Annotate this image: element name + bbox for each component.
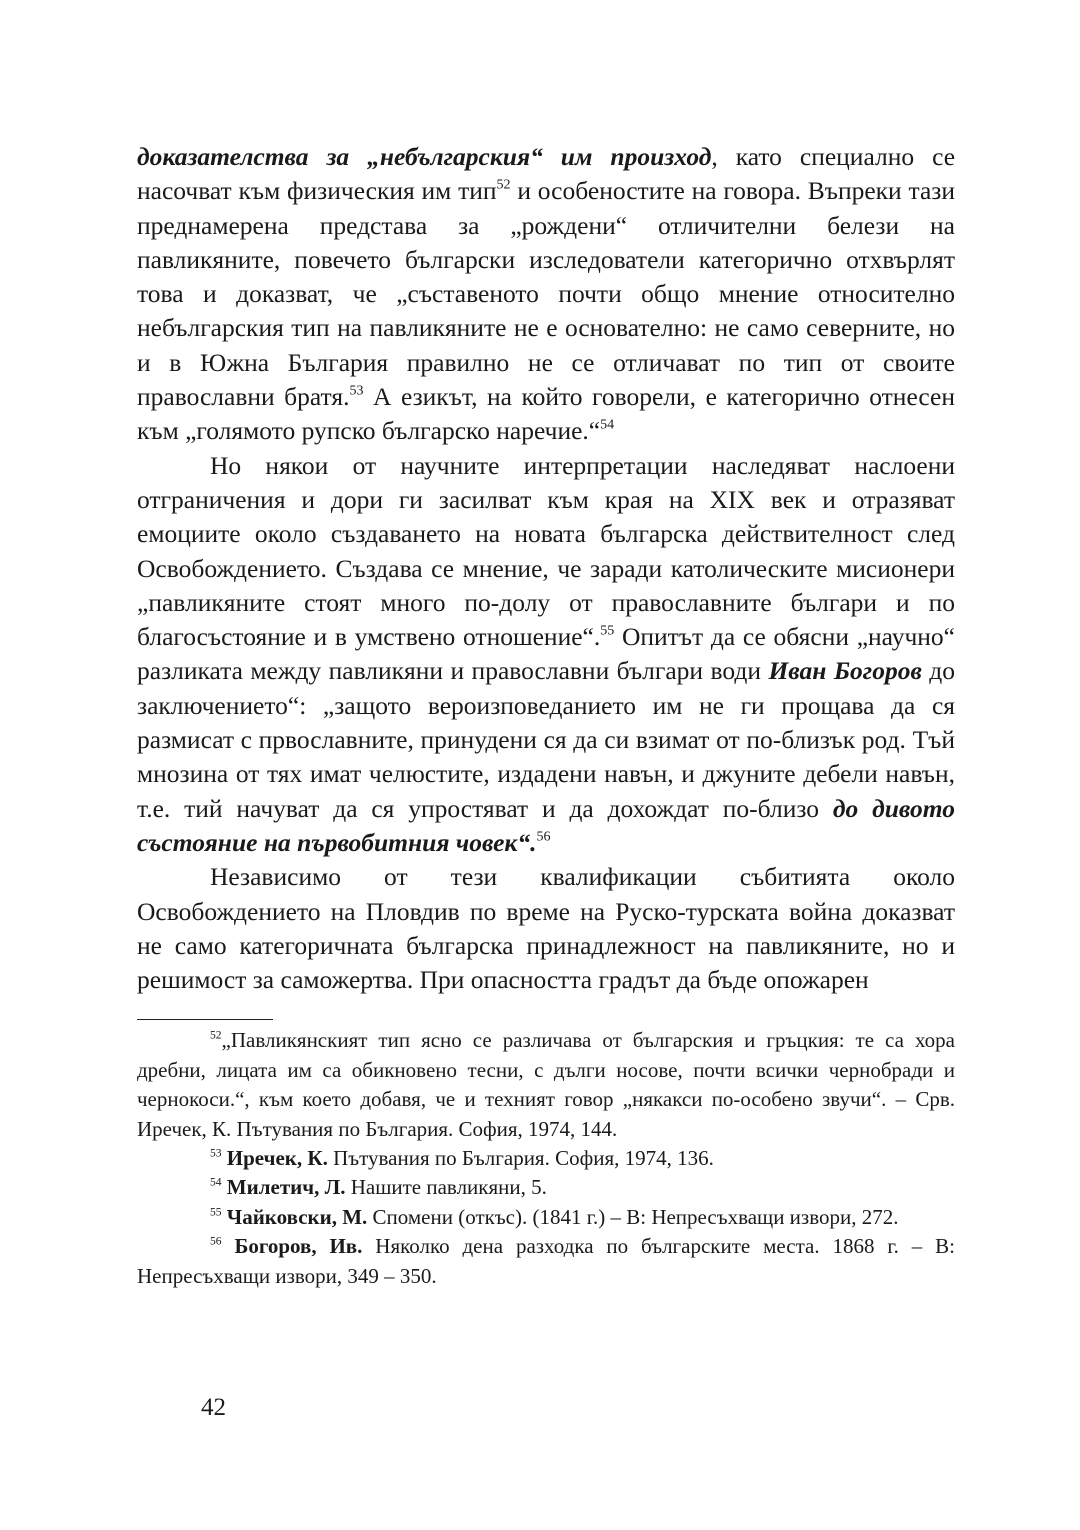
footnote-number: 56 xyxy=(210,1235,222,1248)
footnote-ref-54[interactable]: 54 xyxy=(600,417,615,433)
text-run: Но някои от научните интерпретации наследяват наслоени отграничения и дори ги засилват към края на XIX век и отразяват емоциите около създаването на новата българска действителност след Освобождението. Създава се мнение, че заради католическите мисионери „павликяните стоят много по-долу от православните българи и по благосъстояние и в умствено отношение“. xyxy=(137,450,955,652)
footnote-number: 53 xyxy=(210,1147,222,1160)
page-content xyxy=(137,140,955,1291)
footnote-text: Пътувания по България. София, 1974, 136. xyxy=(327,1146,714,1171)
footnote-52 xyxy=(137,1026,955,1144)
footnote-text: Спомени (откъс). (1841 г.) – В: Непресъхващи извори, 272. xyxy=(367,1204,899,1229)
footnote-author: Богоров, Ив. xyxy=(234,1234,363,1259)
footnote-text: Нашите павликяни, 5. xyxy=(345,1175,547,1200)
text-run: Опитът да се обясни „научно“ разликата между павликяни и православни българи води xyxy=(137,622,955,686)
footnote-ref-56[interactable]: 56 xyxy=(536,829,551,845)
text-run: до заключението“: „защото вероизповеданието им не ги прощава да ся размисат с првославните, принудени ся да си взимат от по-близък род. Тъй мнозина от тях имат челюстите, издадени навън, и джуните дебели навън, т.е. тий начуват да ся упростяват и да дохождат по-близо xyxy=(137,656,955,823)
footnote-ref-55[interactable]: 55 xyxy=(600,623,615,639)
footnote-ref-52[interactable]: 52 xyxy=(496,177,511,193)
footnote-author: Милетич, Л. xyxy=(226,1175,346,1200)
footnote-56 xyxy=(137,1232,955,1291)
footnote-number: 52 xyxy=(210,1029,222,1042)
quote-emphasis: до дивото състояние на първобитния човек“. xyxy=(137,793,955,857)
footnote-54 xyxy=(137,1173,955,1202)
page-number: 42 xyxy=(201,1394,226,1421)
paragraph-2 xyxy=(137,449,955,861)
footnote-55 xyxy=(137,1203,955,1232)
author-emphasis: Иван Богоров xyxy=(768,656,922,686)
footnote-text: „Павликянският тип ясно се различава от българския и гръцкия: те са хора дребни, лицата им са обикновено тесни, с дълги носове, почти всички чернобради и чернокоси.“, към което добавя, че и техният говор „някакси по-особено звучи“. – Срв. Иречек, К. Пътувания по България. София, 1974, 144. xyxy=(137,1028,955,1141)
paragraph-1 xyxy=(137,140,955,449)
footnote-text: Няколко дена разходка по българските места. 1868 г. – В: Непресъхващи извори, 349 – 350. xyxy=(137,1234,955,1288)
text-run: и особеностите на говора. Въпреки тази преднамерена представа за „рождени“ отличителни белези на павликяните, повечето български изследователи категорично отхвърлят това и доказват, че „съставеното почти общо мнение относително небългарския тип на павликяните не е основателно: не само северните, но и в Южна България правилно не се отличават по тип от своите православни братя. xyxy=(137,176,955,412)
footnote-number: 54 xyxy=(210,1176,222,1189)
footnote-number: 55 xyxy=(210,1206,222,1219)
text-run: , като специално се насочват към физическия им тип xyxy=(137,142,956,206)
footnote-ref-53[interactable]: 53 xyxy=(349,383,364,399)
text-run: А езикът, на който говорели, е категорично отнесен към „голямото рупско българско наречие.“ xyxy=(137,382,955,446)
text-run: Независимо от тези квалификации събитията около Освобождението на Пловдив по време на Руско-турската война доказват не само категоричната българска принадлежност на павликяните, но и решимост за саможертва. При опасността градът да бъде опожарен xyxy=(137,862,955,995)
footnote-separator xyxy=(137,1019,273,1020)
emphasis-text: доказателства за „небългарския“ им произход xyxy=(137,142,712,171)
footnotes xyxy=(137,1026,955,1291)
footnote-53 xyxy=(137,1144,955,1173)
footnote-author: Чайковски, М. xyxy=(226,1204,368,1229)
paragraph-3 xyxy=(137,860,955,997)
main-text xyxy=(137,140,955,997)
footnote-author: Иречек, К. xyxy=(226,1146,328,1171)
